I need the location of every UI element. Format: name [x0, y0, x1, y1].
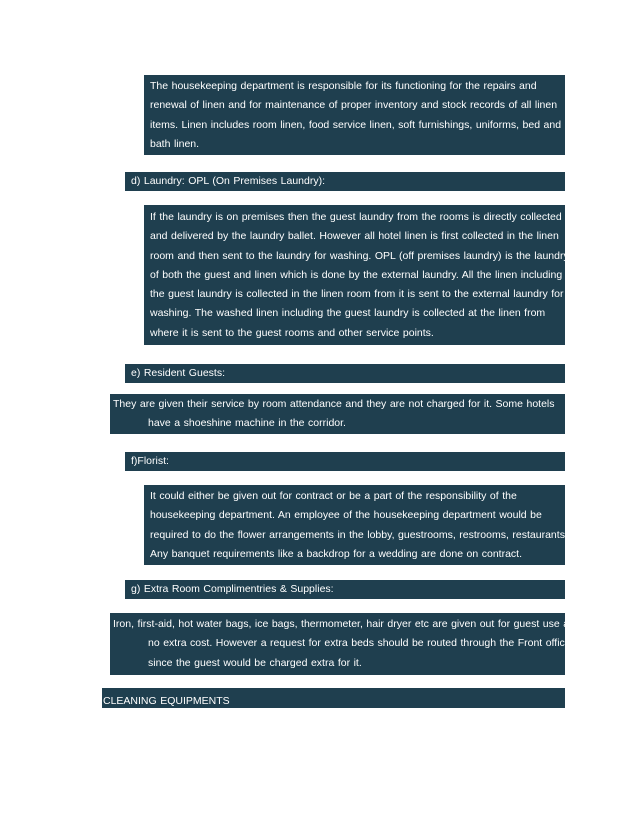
paragraph-line: required to do the flower arrangements in the lobby, guestrooms, restrooms, restaurants. [150, 528, 568, 541]
laundry-heading: d) Laundry: OPL (On Premises Laundry): [125, 172, 565, 191]
paragraph-line: of both the guest and linen which is done by the external laundry. All the linen including [150, 268, 563, 281]
paragraph-line: Iron, first-aid, hot water bags, ice bags, thermometer, hair dryer etc are given out for guest use at [113, 618, 573, 630]
extra-room-heading: g) Extra Room Complimentries & Supplies: [125, 580, 565, 599]
paragraph-line: housekeeping department. An employee of the housekeeping department would be [150, 509, 542, 522]
paragraph-line: since the guest would be charged extra for it. [148, 656, 362, 669]
paragraph-line: washing. The washed linen including the guest laundry is collected at the linen from [150, 307, 546, 320]
paragraph-line: bath linen. [150, 137, 200, 150]
linen-paragraph [144, 75, 565, 155]
paragraph-line: no extra cost. However a request for extra beds should be routed through the Front office [148, 637, 571, 650]
florist-paragraph [144, 485, 568, 565]
extra-room-paragraph [110, 613, 573, 675]
paragraph-line: where it is sent to the guest rooms and other service points. [150, 326, 434, 339]
paragraph-line: The housekeeping department is responsible for its functioning for the repairs and [150, 80, 537, 92]
paragraph-line: the guest laundry is collected in the linen room from it is sent to the external laundry for [150, 288, 564, 301]
paragraph-line: renewal of linen and for maintenance of proper inventory and stock records of all linen [150, 99, 558, 112]
resident-guests-heading: e) Resident Guests: [125, 364, 565, 383]
paragraph-line: If the laundry is on premises then the guest laundry from the rooms is directly collected [150, 211, 562, 223]
paragraph-line: room and then sent to the laundry for washing. OPL (off premises laundry) is the laundry [150, 249, 569, 262]
paragraph-line: It could either be given out for contract or be a part of the responsibility of the [150, 490, 517, 502]
paragraph-line: have a shoeshine machine in the corridor. [148, 417, 346, 430]
resident-guests-paragraph [110, 394, 565, 434]
paragraph-line: items. Linen includes room linen, food service linen, soft furnishings, uniforms, bed and [150, 118, 562, 131]
paragraph-line: They are given their service by room attendance and they are not charged for it. Some hotels [113, 398, 555, 410]
cleaning-equipments-heading: CLEANING EQUIPMENTS [102, 688, 565, 708]
florist-heading: f)Florist: [125, 452, 565, 471]
paragraph-line: Any banquet requirements like a backdrop for a wedding are done on contract. [150, 547, 523, 560]
laundry-paragraph [144, 205, 569, 345]
paragraph-line: and delivered by the laundry ballet. However all hotel linen is first collected in the linen [150, 230, 559, 243]
